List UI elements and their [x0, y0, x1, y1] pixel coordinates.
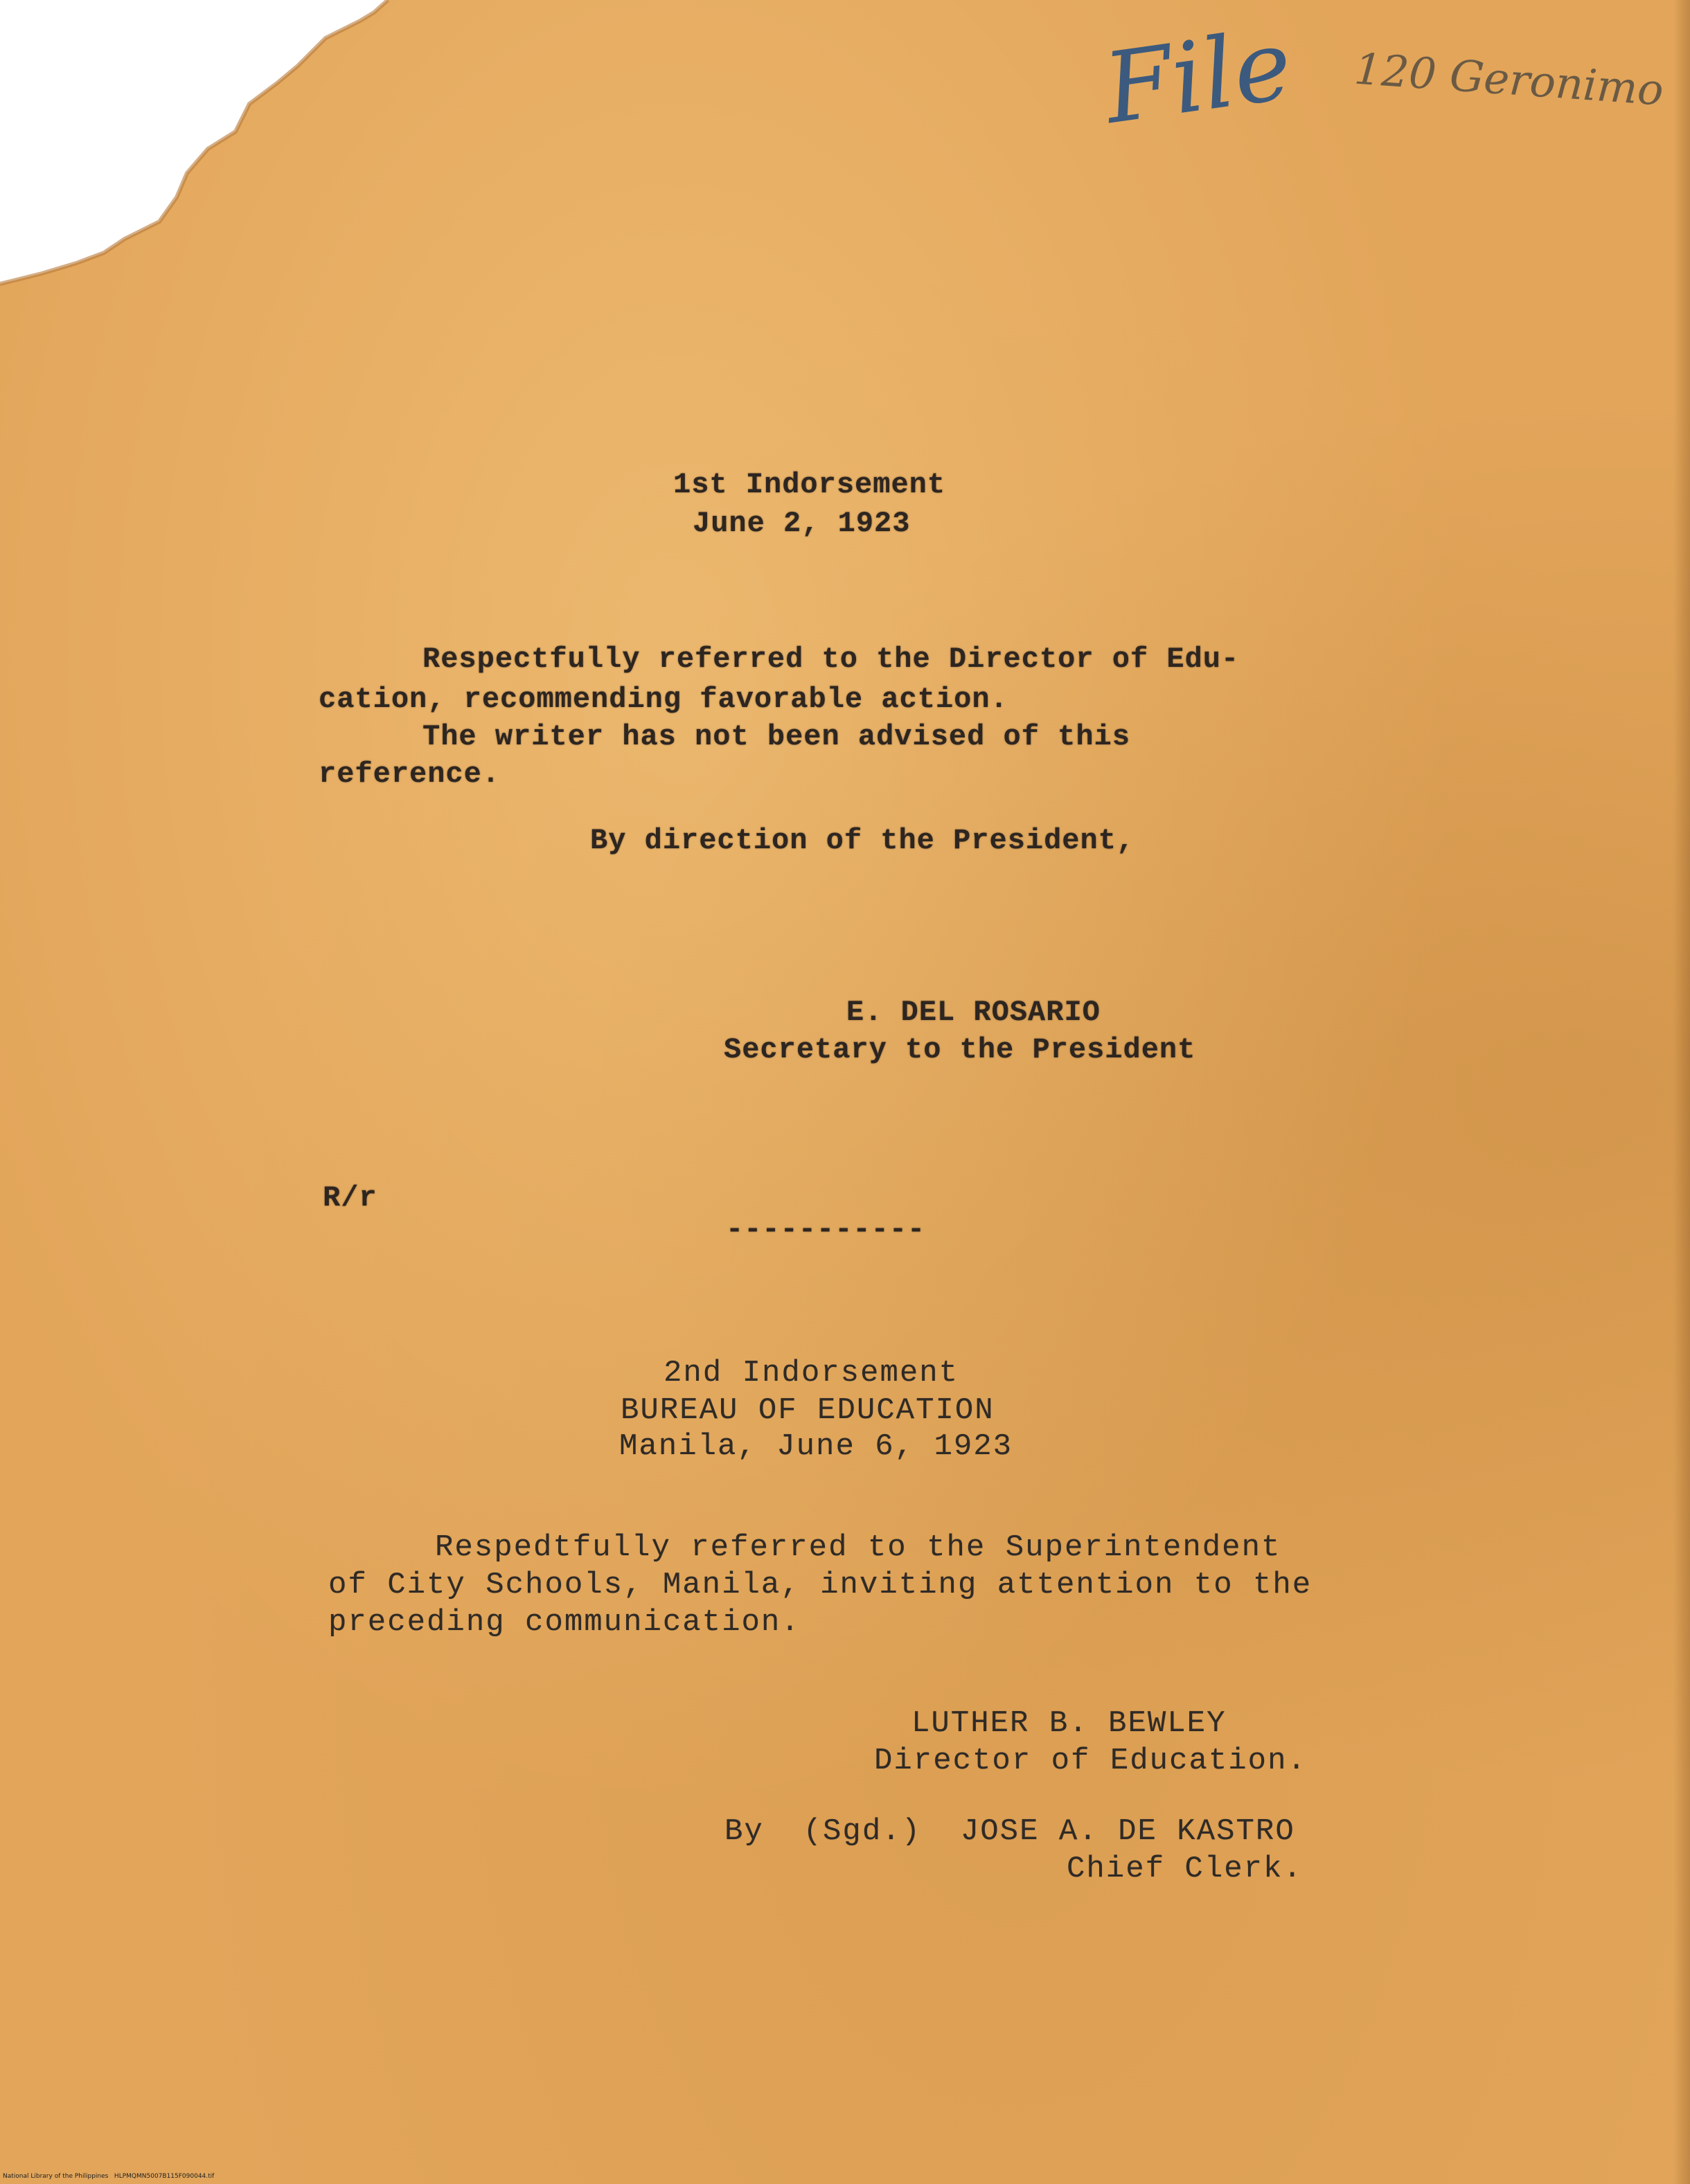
second-indorsement-body-line-2: of City Schools, Manila, inviting attention to the: [328, 1568, 1313, 1602]
first-indorsement-direction: By direction of the President,: [590, 824, 1135, 857]
first-indorsement-signer-name: E. DEL ROSARIO: [846, 996, 1101, 1029]
first-indorsement-body-line-3: The writer has not been advised of this: [423, 720, 1130, 753]
separator-line: -----------: [726, 1213, 926, 1246]
first-indorsement-signer-title: Secretary to the President: [724, 1033, 1196, 1066]
second-indorsement-place-date: Manila, June 6, 1923: [619, 1429, 1013, 1464]
page-edge-shadow: [1673, 0, 1690, 2184]
torn-corner: [0, 0, 443, 305]
reference-initials: R/r: [323, 1181, 377, 1215]
second-indorsement-office: BUREAU OF EDUCATION: [621, 1393, 995, 1428]
archive-footer-credit: National Library of the Philippines HLPMQMN5007B115F090044.tif: [3, 2173, 215, 2180]
first-indorsement-body-line-4: reference.: [319, 758, 501, 791]
first-indorsement-body-line-1: Respectfully referred to the Director of Edu-: [423, 643, 1240, 676]
second-indorsement-body-line-3: preceding communication.: [328, 1605, 801, 1640]
first-indorsement-title: 1st Indorsement: [673, 468, 946, 501]
handwritten-file-note: File: [1097, 8, 1299, 146]
second-indorsement-signer-title: Director of Education.: [874, 1744, 1307, 1778]
second-indorsement-by-line: By (Sgd.) JOSE A. DE KASTRO: [724, 1814, 1295, 1849]
first-indorsement-date: June 2, 1923: [693, 507, 911, 540]
handwritten-corner-note: 120 Geronimo: [1352, 43, 1666, 116]
second-indorsement-body-line-1: Respedtfully referred to the Superintendent: [435, 1530, 1281, 1565]
first-indorsement-body-line-2: cation, recommending favorable action.: [319, 683, 1008, 716]
second-indorsement-signer-name: LUTHER B. BEWLEY: [911, 1706, 1227, 1741]
second-indorsement-clerk-title: Chief Clerk.: [1067, 1852, 1303, 1886]
second-indorsement-title: 2nd Indorsement: [664, 1356, 959, 1390]
